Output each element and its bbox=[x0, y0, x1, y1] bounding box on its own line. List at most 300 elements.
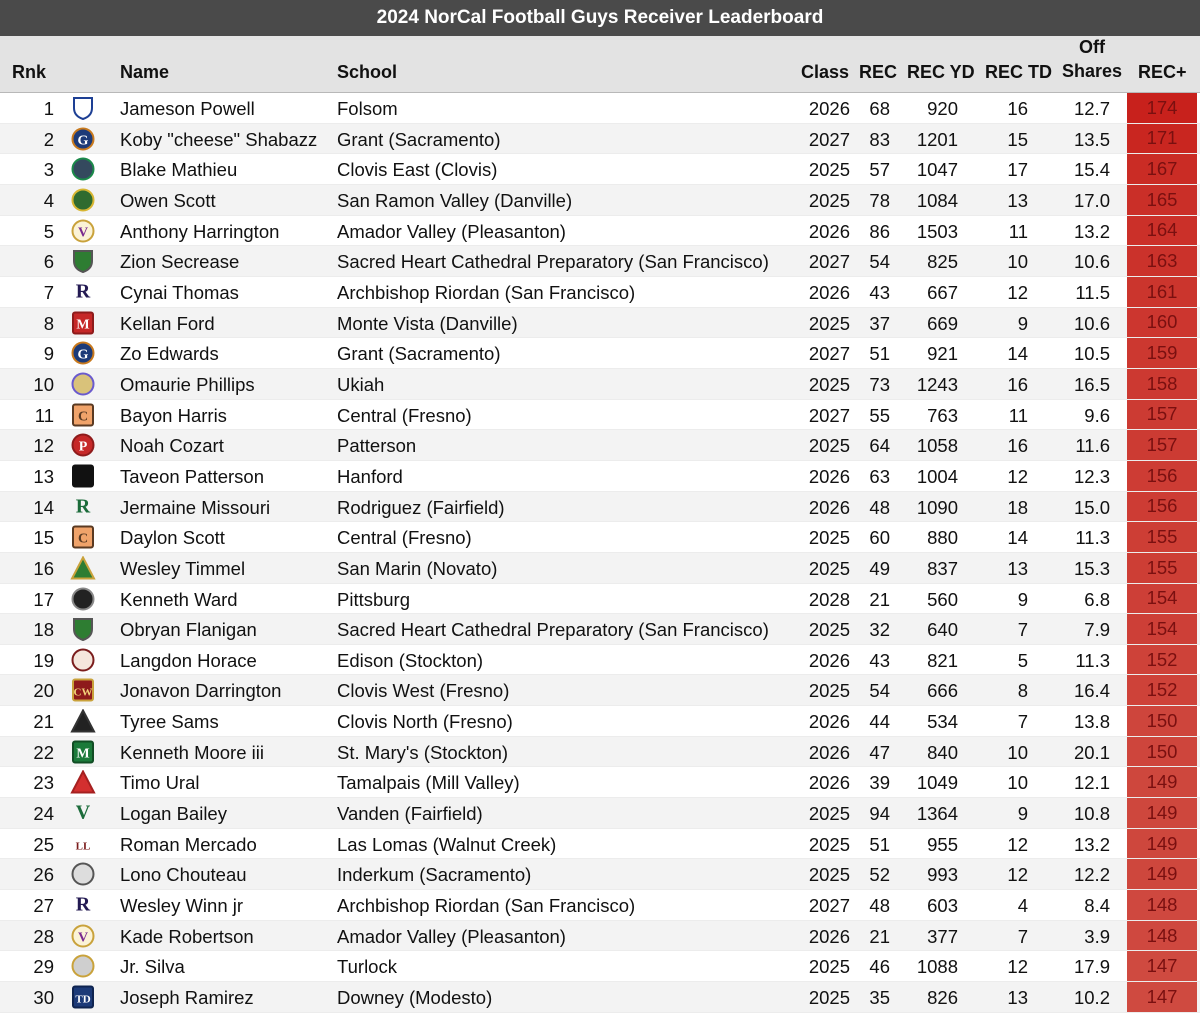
rec-td-cell: 12 bbox=[1007, 864, 1028, 886]
column-header-rec-td[interactable]: REC TD bbox=[985, 62, 1052, 82]
school-cell: Turlock bbox=[337, 956, 397, 978]
rank-cell: 13 bbox=[33, 465, 54, 487]
class-cell: 2025 bbox=[808, 956, 850, 978]
svg-text:R: R bbox=[75, 280, 91, 303]
rank-cell: 29 bbox=[33, 956, 54, 978]
svg-text:C: C bbox=[77, 409, 89, 425]
rec-td-cell: 12 bbox=[1007, 465, 1028, 487]
rec-cell: 57 bbox=[869, 159, 890, 181]
off-shares-cell: 17.9 bbox=[1073, 956, 1110, 978]
player-name-cell: Langdon Horace bbox=[120, 649, 257, 671]
off-shares-cell: 12.7 bbox=[1073, 98, 1110, 119]
table-row bbox=[0, 645, 1200, 676]
rank-cell: 30 bbox=[33, 987, 54, 1009]
rec-yd-cell: 1084 bbox=[916, 189, 958, 211]
rec-yd-cell: 640 bbox=[927, 619, 958, 641]
table-row bbox=[0, 492, 1200, 523]
off-shares-cell: 12.3 bbox=[1073, 465, 1110, 487]
class-cell: 2025 bbox=[808, 312, 850, 334]
school-logo-icon bbox=[69, 157, 97, 181]
rank-cell: 24 bbox=[33, 803, 54, 825]
player-name-cell: Daylon Scott bbox=[120, 527, 225, 549]
table-row bbox=[0, 614, 1200, 645]
column-header-rec-yd[interactable]: REC YD bbox=[907, 62, 975, 82]
table-row bbox=[0, 553, 1200, 584]
off-shares-cell: 11.6 bbox=[1075, 435, 1110, 457]
rec-yd-cell: 1049 bbox=[916, 772, 958, 794]
school-cell: Edison (Stockton) bbox=[337, 649, 484, 671]
school-cell: Clovis East (Clovis) bbox=[337, 159, 498, 181]
rec-yd-cell: 880 bbox=[927, 527, 958, 549]
off-shares-cell: 6.8 bbox=[1084, 588, 1110, 610]
column-header-school[interactable]: School bbox=[337, 62, 398, 82]
rec-plus-cell: 165 bbox=[1127, 185, 1197, 215]
rec-yd-cell: 666 bbox=[927, 680, 958, 702]
svg-text:C: C bbox=[77, 531, 89, 547]
column-header-rec[interactable]: REC bbox=[859, 62, 898, 82]
class-cell: 2026 bbox=[808, 220, 850, 242]
rec-plus-cell: 167 bbox=[1127, 154, 1197, 184]
school-cell: Las Lomas (Walnut Creek) bbox=[337, 833, 557, 855]
class-cell: 2025 bbox=[808, 680, 850, 702]
off-shares-cell: 10.2 bbox=[1073, 987, 1110, 1009]
rec-cell: 51 bbox=[869, 343, 890, 365]
table-row bbox=[0, 829, 1200, 860]
rec-cell: 54 bbox=[869, 251, 890, 273]
rank-cell: 17 bbox=[33, 588, 54, 610]
rec-yd-cell: 921 bbox=[927, 343, 958, 365]
class-cell: 2026 bbox=[808, 772, 850, 794]
school-cell: Tamalpais (Mill Valley) bbox=[337, 772, 520, 794]
rec-plus-cell: 174 bbox=[1127, 93, 1197, 123]
rec-td-cell: 10 bbox=[1007, 772, 1028, 794]
table-row bbox=[0, 951, 1200, 982]
class-cell: 2025 bbox=[808, 527, 850, 549]
table-row bbox=[0, 338, 1200, 369]
rec-yd-cell: 669 bbox=[927, 312, 958, 334]
school-cell: Clovis West (Fresno) bbox=[337, 680, 510, 702]
player-name-cell: Zion Secrease bbox=[120, 251, 240, 273]
rank-cell: 19 bbox=[33, 649, 54, 671]
school-cell: Monte Vista (Danville) bbox=[337, 312, 518, 334]
school-cell: St. Mary's (Stockton) bbox=[337, 741, 509, 763]
rec-plus-cell: 160 bbox=[1127, 308, 1197, 338]
rank-cell: 6 bbox=[43, 251, 54, 273]
svg-text:TD: TD bbox=[75, 993, 91, 1006]
school-logo-icon bbox=[69, 433, 97, 457]
school-cell: Folsom bbox=[337, 98, 398, 119]
rec-td-cell: 9 bbox=[1017, 588, 1028, 610]
school-logo-icon bbox=[69, 954, 97, 978]
table-row bbox=[0, 124, 1200, 155]
school-logo-icon bbox=[69, 617, 97, 641]
rank-cell: 11 bbox=[34, 404, 54, 426]
rec-plus-cell: 149 bbox=[1127, 829, 1197, 859]
rec-yd-cell: 763 bbox=[927, 404, 958, 426]
player-name-cell: Blake Mathieu bbox=[120, 159, 238, 181]
table-row bbox=[0, 706, 1200, 737]
svg-text:P: P bbox=[78, 439, 88, 455]
rec-cell: 63 bbox=[869, 465, 890, 487]
table-row bbox=[0, 400, 1200, 431]
off-shares-cell: 9.6 bbox=[1084, 404, 1110, 426]
rec-td-cell: 5 bbox=[1017, 649, 1028, 671]
class-cell: 2027 bbox=[808, 343, 850, 365]
rec-yd-cell: 821 bbox=[927, 649, 958, 671]
school-logo-icon bbox=[69, 403, 97, 427]
rec-plus-cell: 152 bbox=[1127, 675, 1197, 705]
rec-td-cell: 9 bbox=[1017, 803, 1028, 825]
rec-td-cell: 12 bbox=[1007, 833, 1028, 855]
rec-plus-cell: 148 bbox=[1127, 921, 1197, 951]
rec-cell: 46 bbox=[869, 956, 890, 978]
rec-cell: 54 bbox=[869, 680, 890, 702]
off-shares-cell: 8.4 bbox=[1084, 895, 1110, 917]
table-row bbox=[0, 767, 1200, 798]
rec-cell: 78 bbox=[869, 189, 890, 211]
off-shares-cell: 10.5 bbox=[1073, 343, 1110, 365]
player-name-cell: Jermaine Missouri bbox=[120, 496, 271, 518]
table-row bbox=[0, 308, 1200, 339]
rec-plus-cell: 156 bbox=[1127, 492, 1197, 522]
school-cell: Rodriguez (Fairfield) bbox=[337, 496, 505, 518]
player-name-cell: Owen Scott bbox=[120, 189, 216, 211]
off-shares-cell: 15.3 bbox=[1073, 557, 1110, 579]
rec-td-cell: 7 bbox=[1017, 711, 1028, 733]
rec-td-cell: 11 bbox=[1008, 220, 1028, 242]
school-logo-icon bbox=[69, 985, 97, 1009]
table-row bbox=[0, 921, 1200, 952]
rank-cell: 14 bbox=[33, 496, 54, 518]
rec-plus-cell: 149 bbox=[1127, 798, 1197, 828]
rec-cell: 83 bbox=[869, 128, 890, 150]
rec-cell: 48 bbox=[869, 496, 890, 518]
rec-cell: 94 bbox=[869, 803, 890, 825]
rec-yd-cell: 840 bbox=[927, 741, 958, 763]
table-row bbox=[0, 430, 1200, 461]
rec-yd-cell: 603 bbox=[927, 895, 958, 917]
column-header-name[interactable]: Name bbox=[120, 62, 170, 82]
school-cell: Hanford bbox=[337, 465, 403, 487]
player-name-cell: Jameson Powell bbox=[120, 98, 255, 119]
rec-plus-cell: 155 bbox=[1127, 522, 1197, 552]
player-name-cell: Wesley Timmel bbox=[120, 557, 246, 579]
rec-td-cell: 14 bbox=[1007, 527, 1028, 549]
off-shares-cell: 13.2 bbox=[1073, 833, 1110, 855]
rank-cell: 4 bbox=[43, 189, 54, 211]
rec-plus-cell: 155 bbox=[1127, 553, 1197, 583]
rec-cell: 52 bbox=[869, 864, 890, 886]
school-logo-icon bbox=[69, 678, 97, 702]
class-cell: 2025 bbox=[808, 373, 850, 395]
rec-cell: 60 bbox=[869, 527, 890, 549]
off-shares-cell: 15.4 bbox=[1073, 159, 1110, 181]
table-row bbox=[0, 277, 1200, 308]
school-cell: Grant (Sacramento) bbox=[337, 343, 501, 365]
class-cell: 2028 bbox=[808, 588, 850, 610]
column-header-class[interactable]: Class bbox=[801, 62, 850, 82]
rec-yd-cell: 1364 bbox=[916, 803, 958, 825]
rec-yd-cell: 920 bbox=[927, 98, 958, 119]
rec-plus-cell: 159 bbox=[1127, 338, 1197, 368]
school-cell: Sacred Heart Cathedral Preparatory (San Francisco) bbox=[337, 619, 769, 641]
school-logo-icon bbox=[69, 556, 97, 580]
rec-td-cell: 18 bbox=[1007, 496, 1028, 518]
school-logo-icon bbox=[69, 862, 97, 886]
rec-plus-cell: 150 bbox=[1127, 706, 1197, 736]
player-name-cell: Obryan Flanigan bbox=[120, 619, 257, 641]
rec-cell: 51 bbox=[869, 833, 890, 855]
rec-td-cell: 10 bbox=[1007, 251, 1028, 273]
rec-yd-cell: 1058 bbox=[916, 435, 958, 457]
rank-cell: 12 bbox=[33, 435, 54, 457]
column-header-off-shares[interactable]: Off Shares bbox=[1061, 37, 1123, 81]
class-cell: 2026 bbox=[808, 465, 850, 487]
school-logo-icon bbox=[69, 832, 97, 856]
rec-td-cell: 15 bbox=[1007, 128, 1028, 150]
player-name-cell: Cynai Thomas bbox=[120, 281, 239, 303]
class-cell: 2027 bbox=[808, 128, 850, 150]
table-row bbox=[0, 737, 1200, 768]
svg-text:LL: LL bbox=[75, 840, 91, 853]
off-shares-cell: 10.8 bbox=[1073, 803, 1110, 825]
player-name-cell: Kenneth Ward bbox=[120, 588, 238, 610]
rec-plus-cell: 163 bbox=[1127, 246, 1197, 276]
table-row bbox=[0, 522, 1200, 553]
class-cell: 2025 bbox=[808, 435, 850, 457]
svg-text:V: V bbox=[77, 225, 89, 241]
off-shares-cell: 10.6 bbox=[1073, 251, 1110, 273]
rec-cell: 73 bbox=[869, 373, 890, 395]
school-logo-icon bbox=[69, 893, 97, 917]
school-cell: Archbishop Riordan (San Francisco) bbox=[337, 281, 636, 303]
rec-cell: 48 bbox=[869, 895, 890, 917]
rec-yd-cell: 1088 bbox=[916, 956, 958, 978]
rec-cell: 39 bbox=[869, 772, 890, 794]
rec-plus-cell: 157 bbox=[1127, 430, 1197, 460]
school-logo-icon bbox=[69, 311, 97, 335]
off-shares-cell: 13.5 bbox=[1073, 128, 1110, 150]
rec-plus-cell: 148 bbox=[1127, 890, 1197, 920]
rec-plus-cell: 157 bbox=[1127, 400, 1197, 430]
off-shares-cell: 16.4 bbox=[1073, 680, 1110, 702]
rank-cell: 2 bbox=[43, 128, 54, 150]
rec-cell: 21 bbox=[869, 925, 890, 947]
rec-yd-cell: 1047 bbox=[916, 159, 958, 181]
rec-td-cell: 13 bbox=[1007, 557, 1028, 579]
table-row bbox=[0, 798, 1200, 829]
school-cell: Downey (Modesto) bbox=[337, 987, 493, 1009]
rec-plus-cell: 164 bbox=[1127, 216, 1197, 246]
school-logo-icon bbox=[69, 740, 97, 764]
player-name-cell: Bayon Harris bbox=[120, 404, 227, 426]
table-row bbox=[0, 185, 1200, 216]
rank-cell: 16 bbox=[33, 557, 54, 579]
class-cell: 2025 bbox=[808, 864, 850, 886]
player-name-cell: Koby "cheese" Shabazz bbox=[120, 128, 318, 150]
column-header-row bbox=[0, 36, 1200, 93]
rec-yd-cell: 534 bbox=[927, 711, 958, 733]
table-row bbox=[0, 246, 1200, 277]
school-logo-icon bbox=[69, 96, 97, 120]
off-shares-cell: 15.0 bbox=[1073, 496, 1110, 518]
school-logo-icon bbox=[69, 188, 97, 212]
rank-cell: 25 bbox=[33, 833, 54, 855]
rec-yd-cell: 1004 bbox=[916, 465, 958, 487]
table-row bbox=[0, 154, 1200, 185]
table-row bbox=[0, 584, 1200, 615]
table-row bbox=[0, 369, 1200, 400]
rec-yd-cell: 837 bbox=[927, 557, 958, 579]
rec-yd-cell: 560 bbox=[927, 588, 958, 610]
class-cell: 2027 bbox=[808, 895, 850, 917]
rec-yd-cell: 825 bbox=[927, 251, 958, 273]
school-logo-icon bbox=[69, 525, 97, 549]
player-name-cell: Kenneth Moore iii bbox=[120, 741, 264, 763]
off-shares-cell: 17.0 bbox=[1073, 189, 1110, 211]
player-name-cell: Lono Chouteau bbox=[120, 864, 247, 886]
class-cell: 2026 bbox=[808, 925, 850, 947]
school-cell: Archbishop Riordan (San Francisco) bbox=[337, 895, 636, 917]
school-logo-icon bbox=[69, 709, 97, 733]
school-cell: Amador Valley (Pleasanton) bbox=[337, 220, 566, 242]
rank-cell: 7 bbox=[43, 281, 54, 303]
school-logo-icon bbox=[69, 801, 97, 825]
class-cell: 2025 bbox=[808, 987, 850, 1009]
rec-yd-cell: 1201 bbox=[916, 128, 958, 150]
svg-text:CW: CW bbox=[73, 686, 93, 699]
rec-plus-cell: 156 bbox=[1127, 461, 1197, 491]
rank-cell: 20 bbox=[33, 680, 54, 702]
rec-cell: 68 bbox=[869, 98, 890, 119]
class-cell: 2027 bbox=[808, 251, 850, 273]
school-cell: Patterson bbox=[337, 435, 417, 457]
rec-cell: 43 bbox=[869, 281, 890, 303]
off-shares-cell: 10.6 bbox=[1073, 312, 1110, 334]
player-name-cell: Logan Bailey bbox=[120, 803, 227, 825]
rec-yd-cell: 377 bbox=[927, 925, 958, 947]
table-row bbox=[0, 859, 1200, 890]
class-cell: 2027 bbox=[808, 404, 850, 426]
rec-cell: 44 bbox=[869, 711, 890, 733]
rec-yd-cell: 1243 bbox=[916, 373, 958, 395]
class-cell: 2025 bbox=[808, 833, 850, 855]
school-logo-icon bbox=[69, 464, 97, 488]
school-cell: San Ramon Valley (Danville) bbox=[337, 189, 573, 211]
class-cell: 2026 bbox=[808, 496, 850, 518]
off-shares-cell: 13.2 bbox=[1073, 220, 1110, 242]
off-shares-cell: 12.2 bbox=[1073, 864, 1110, 886]
table-row bbox=[0, 461, 1200, 492]
player-name-cell: Anthony Harrington bbox=[120, 220, 280, 242]
rec-td-cell: 7 bbox=[1017, 925, 1028, 947]
rank-cell: 18 bbox=[33, 619, 54, 641]
player-name-cell: Kade Robertson bbox=[120, 925, 254, 947]
rec-cell: 64 bbox=[869, 435, 890, 457]
table-row bbox=[0, 216, 1200, 247]
rec-plus-cell: 171 bbox=[1127, 124, 1197, 154]
rec-td-cell: 16 bbox=[1007, 98, 1028, 119]
rec-td-cell: 13 bbox=[1007, 189, 1028, 211]
rank-cell: 10 bbox=[33, 373, 54, 395]
school-logo-icon bbox=[69, 372, 97, 396]
school-logo-icon bbox=[69, 648, 97, 672]
rec-td-cell: 4 bbox=[1017, 895, 1028, 917]
svg-text:R: R bbox=[75, 495, 91, 518]
rank-cell: 3 bbox=[43, 159, 54, 181]
rec-td-cell: 12 bbox=[1007, 956, 1028, 978]
svg-text:M: M bbox=[76, 746, 90, 762]
off-shares-cell: 11.5 bbox=[1075, 281, 1110, 303]
rec-plus-cell: 147 bbox=[1127, 951, 1197, 981]
class-cell: 2025 bbox=[808, 803, 850, 825]
leaderboard-table-body bbox=[0, 93, 1200, 1013]
rec-plus-cell: 149 bbox=[1127, 767, 1197, 797]
rank-cell: 26 bbox=[33, 864, 54, 886]
rec-cell: 37 bbox=[869, 312, 890, 334]
player-name-cell: Jr. Silva bbox=[120, 956, 185, 978]
rec-plus-cell: 147 bbox=[1127, 982, 1197, 1012]
column-header-rank[interactable]: Rnk bbox=[12, 62, 47, 82]
player-name-cell: Omaurie Phillips bbox=[120, 373, 255, 395]
school-cell: Sacred Heart Cathedral Preparatory (San Francisco) bbox=[337, 251, 769, 273]
class-cell: 2026 bbox=[808, 98, 850, 119]
rec-yd-cell: 667 bbox=[927, 281, 958, 303]
school-logo-icon bbox=[69, 924, 97, 948]
rec-td-cell: 16 bbox=[1007, 435, 1028, 457]
class-cell: 2025 bbox=[808, 557, 850, 579]
column-header-rec-plus[interactable]: REC+ bbox=[1138, 62, 1187, 82]
school-cell: Central (Fresno) bbox=[337, 404, 472, 426]
off-shares-cell: 11.3 bbox=[1075, 527, 1110, 549]
rank-cell: 27 bbox=[33, 895, 54, 917]
rec-td-cell: 16 bbox=[1007, 373, 1028, 395]
school-logo-icon bbox=[69, 341, 97, 365]
table-row bbox=[0, 982, 1200, 1013]
school-cell: Amador Valley (Pleasanton) bbox=[337, 925, 566, 947]
class-cell: 2026 bbox=[808, 711, 850, 733]
rec-yd-cell: 1090 bbox=[916, 496, 958, 518]
school-logo-icon bbox=[69, 280, 97, 304]
svg-text:V: V bbox=[75, 801, 91, 824]
school-cell: Clovis North (Fresno) bbox=[337, 711, 513, 733]
rec-yd-cell: 955 bbox=[927, 833, 958, 855]
off-shares-cell: 7.9 bbox=[1084, 619, 1110, 641]
rec-td-cell: 12 bbox=[1007, 281, 1028, 303]
rec-cell: 43 bbox=[869, 649, 890, 671]
school-logo-icon bbox=[69, 127, 97, 151]
table-row bbox=[0, 890, 1200, 921]
school-cell: San Marin (Novato) bbox=[337, 557, 498, 579]
class-cell: 2026 bbox=[808, 281, 850, 303]
rank-cell: 22 bbox=[33, 741, 54, 763]
rec-cell: 35 bbox=[869, 987, 890, 1009]
class-cell: 2025 bbox=[808, 159, 850, 181]
player-name-cell: Timo Ural bbox=[120, 772, 200, 794]
rec-td-cell: 17 bbox=[1007, 159, 1028, 181]
rec-plus-cell: 158 bbox=[1127, 369, 1197, 399]
svg-text:M: M bbox=[76, 317, 90, 333]
rank-cell: 8 bbox=[43, 312, 54, 334]
rank-cell: 1 bbox=[43, 98, 54, 119]
class-cell: 2025 bbox=[808, 619, 850, 641]
school-logo-icon bbox=[69, 219, 97, 243]
off-shares-cell: 12.1 bbox=[1073, 772, 1110, 794]
rec-td-cell: 11 bbox=[1008, 404, 1028, 426]
school-cell: Grant (Sacramento) bbox=[337, 128, 501, 150]
school-logo-icon bbox=[69, 495, 97, 519]
player-name-cell: Taveon Patterson bbox=[120, 465, 264, 487]
